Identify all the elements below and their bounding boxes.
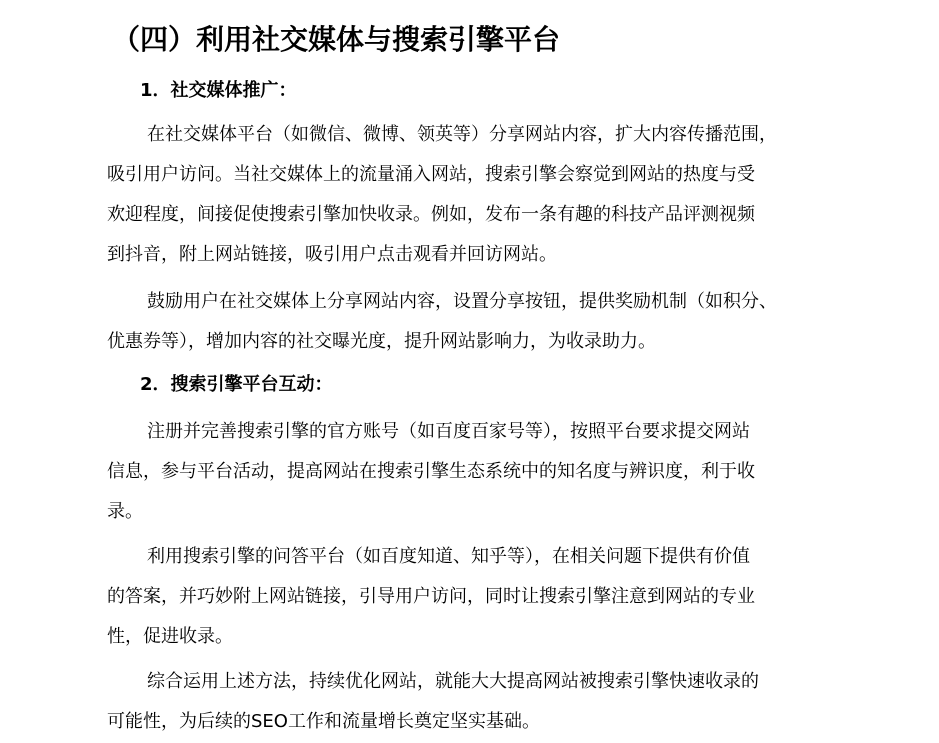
paragraph-line: 在社交媒体平台（如微信、微博、领英等）分享网站内容，扩大内容传播范围，: [147, 124, 777, 145]
paragraph-line: 录。: [107, 501, 143, 522]
section-title: （四）利用社交媒体与搜索引擎平台: [112, 23, 561, 56]
paragraph-social-media-sharing: [107, 115, 852, 275]
paragraph-line: 可能性，为后续的SEO工作和流量增长奠定坚实基础。: [107, 711, 540, 732]
paragraph-user-sharing: [107, 282, 852, 362]
paragraph-line: 到抖音，附上网站链接，吸引用户点击观看并回访网站。: [107, 244, 557, 265]
paragraph-qa-platform: [107, 537, 852, 657]
paragraph-line: 吸引用户访问。当社交媒体上的流量涌入网站，搜索引擎会察觉到网站的热度与受: [107, 164, 755, 185]
paragraph-line: 注册并完善搜索引擎的官方账号（如百度百家号等），按照平台要求提交网站: [147, 421, 750, 442]
paragraph-line: 欢迎程度，间接促使搜索引擎加快收录。例如，发布一条有趣的科技产品评测视频: [107, 204, 755, 225]
paragraph-line: 综合运用上述方法，持续优化网站，就能大大提高网站被搜索引擎快速收录的: [147, 671, 759, 692]
paragraph-line: 鼓励用户在社交媒体上分享网站内容，设置分享按钮，提供奖励机制（如积分、: [147, 291, 777, 312]
subsection-title-social-media: 1．社交媒体推广：: [140, 80, 297, 101]
paragraph-conclusion: [107, 662, 852, 742]
paragraph-line: 利用搜索引擎的问答平台（如百度知道、知乎等），在相关问题下提供有价值: [147, 546, 750, 567]
subsection-title-search-engine: 2．搜索引擎平台互动：: [140, 374, 333, 395]
paragraph-line: 优惠券等），增加内容的社交曝光度，提升网站影响力，为收录助力。: [107, 331, 656, 352]
paragraph-line: 信息，参与平台活动，提高网站在搜索引擎生态系统中的知名度与辨识度，利于收: [107, 461, 755, 482]
paragraph-line: 性，促进收录。: [107, 626, 233, 647]
paragraph-line: 的答案，并巧妙附上网站链接，引导用户访问，同时让搜索引擎注意到网站的专业: [107, 586, 755, 607]
paragraph-official-account: [107, 412, 852, 532]
